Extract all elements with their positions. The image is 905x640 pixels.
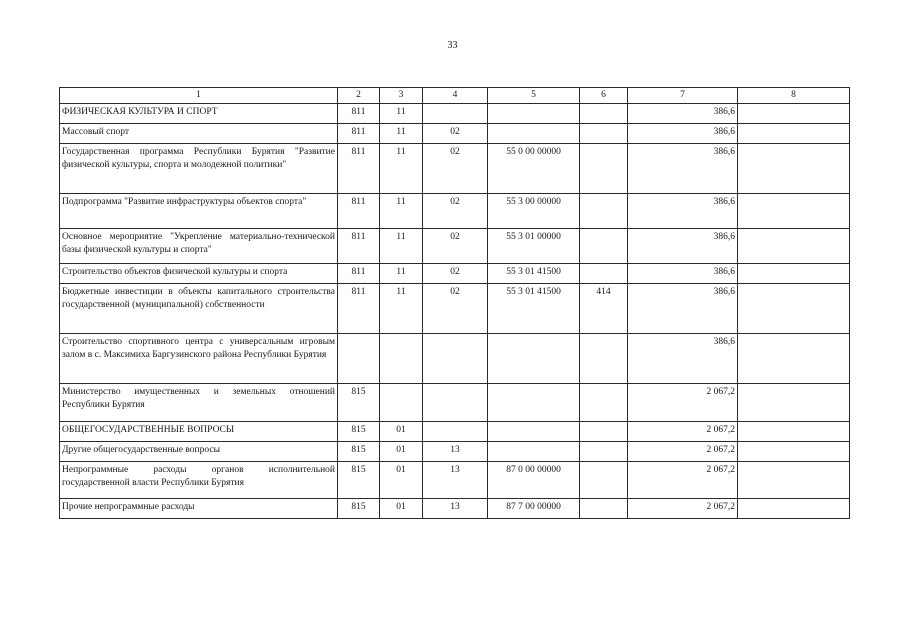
amount-cell: 386,6	[628, 194, 738, 229]
table-row	[60, 462, 850, 499]
item-name-cell: Строительство объектов физической культуры и спорта	[60, 264, 338, 284]
column-8-cell	[738, 499, 850, 519]
target-article-cell	[488, 422, 580, 442]
target-article-cell: 87 0 00 00000	[488, 462, 580, 499]
expense-type-cell	[580, 194, 628, 229]
column-8-cell	[738, 334, 850, 384]
amount-cell: 386,6	[628, 144, 738, 194]
page-number: 33	[447, 40, 458, 51]
expense-type-cell	[580, 264, 628, 284]
amount-cell: 386,6	[628, 284, 738, 334]
table-row	[60, 384, 850, 422]
column-header: 8	[738, 88, 850, 104]
subsection-code-cell: 02	[423, 194, 488, 229]
table-row	[60, 144, 850, 194]
column-header: 4	[423, 88, 488, 104]
column-8-cell	[738, 144, 850, 194]
target-article-cell: 55 3 00 00000	[488, 194, 580, 229]
column-8-cell	[738, 284, 850, 334]
item-name-cell: Основное мероприятие "Укрепление материально-технической базы физической культуры и спорта"	[60, 229, 338, 264]
target-article-cell	[488, 442, 580, 462]
item-name-cell: Другие общегосударственные вопросы	[60, 442, 338, 462]
table-body	[60, 104, 850, 519]
amount-cell: 2 067,2	[628, 499, 738, 519]
table-row	[60, 104, 850, 124]
target-article-cell: 87 7 00 00000	[488, 499, 580, 519]
column-8-cell	[738, 442, 850, 462]
target-article-cell: 55 3 01 00000	[488, 229, 580, 264]
budget-table	[59, 87, 850, 519]
ministry-code-cell: 811	[338, 194, 380, 229]
item-name-cell: ОБЩЕГОСУДАРСТВЕННЫЕ ВОПРОСЫ	[60, 422, 338, 442]
amount-cell: 386,6	[628, 229, 738, 264]
expense-type-cell	[580, 144, 628, 194]
table-row	[60, 422, 850, 442]
ministry-code-cell: 815	[338, 499, 380, 519]
column-header: 2	[338, 88, 380, 104]
section-code-cell: 01	[380, 462, 423, 499]
section-code-cell: 01	[380, 499, 423, 519]
column-8-cell	[738, 229, 850, 264]
target-article-cell	[488, 334, 580, 384]
target-article-cell	[488, 124, 580, 144]
item-name-cell: Министерство имущественных и земельных отношений Республики Бурятия	[60, 384, 338, 422]
expense-type-cell: 414	[580, 284, 628, 334]
item-name-cell: ФИЗИЧЕСКАЯ КУЛЬТУРА И СПОРТ	[60, 104, 338, 124]
column-header: 1	[60, 88, 338, 104]
section-code-cell: 11	[380, 124, 423, 144]
section-code-cell: 11	[380, 194, 423, 229]
section-code-cell: 01	[380, 442, 423, 462]
ministry-code-cell: 815	[338, 422, 380, 442]
subsection-code-cell	[423, 422, 488, 442]
ministry-code-cell: 815	[338, 442, 380, 462]
subsection-code-cell: 02	[423, 229, 488, 264]
section-code-cell: 01	[380, 422, 423, 442]
subsection-code-cell: 02	[423, 264, 488, 284]
header-row	[60, 88, 850, 104]
expense-type-cell	[580, 334, 628, 384]
amount-cell: 386,6	[628, 104, 738, 124]
amount-cell: 386,6	[628, 124, 738, 144]
target-article-cell	[488, 384, 580, 422]
section-code-cell: 11	[380, 144, 423, 194]
ministry-code-cell: 811	[338, 229, 380, 264]
item-name-cell: Непрограммные расходы органов исполнительной государственной власти Республики Бурятия	[60, 462, 338, 499]
target-article-cell: 55 0 00 00000	[488, 144, 580, 194]
amount-cell: 386,6	[628, 334, 738, 384]
ministry-code-cell: 811	[338, 264, 380, 284]
subsection-code-cell: 02	[423, 144, 488, 194]
expense-type-cell	[580, 442, 628, 462]
expense-type-cell	[580, 499, 628, 519]
target-article-cell	[488, 104, 580, 124]
column-header: 3	[380, 88, 423, 104]
table-row	[60, 499, 850, 519]
item-name-cell: Бюджетные инвестиции в объекты капитального строительства государственной (муниципальной) собственности	[60, 284, 338, 334]
table-row	[60, 442, 850, 462]
column-8-cell	[738, 422, 850, 442]
column-header: 6	[580, 88, 628, 104]
item-name-cell: Прочие непрограммные расходы	[60, 499, 338, 519]
section-code-cell: 11	[380, 264, 423, 284]
ministry-code-cell: 811	[338, 104, 380, 124]
column-header: 7	[628, 88, 738, 104]
ministry-code-cell: 811	[338, 284, 380, 334]
subsection-code-cell: 13	[423, 442, 488, 462]
table-row	[60, 334, 850, 384]
table-row	[60, 229, 850, 264]
subsection-code-cell: 13	[423, 499, 488, 519]
subsection-code-cell: 02	[423, 284, 488, 334]
subsection-code-cell	[423, 104, 488, 124]
column-8-cell	[738, 104, 850, 124]
ministry-code-cell: 815	[338, 384, 380, 422]
subsection-code-cell: 02	[423, 124, 488, 144]
section-code-cell: 11	[380, 229, 423, 264]
table-row	[60, 194, 850, 229]
section-code-cell	[380, 384, 423, 422]
table-row	[60, 284, 850, 334]
amount-cell: 386,6	[628, 264, 738, 284]
expense-type-cell	[580, 104, 628, 124]
expense-type-cell	[580, 384, 628, 422]
ministry-code-cell: 811	[338, 144, 380, 194]
ministry-code-cell	[338, 334, 380, 384]
expense-type-cell	[580, 229, 628, 264]
table-row	[60, 124, 850, 144]
item-name-cell: Массовый спорт	[60, 124, 338, 144]
amount-cell: 2 067,2	[628, 384, 738, 422]
item-name-cell: Строительство спортивного центра с универсальным игровым залом в с. Максимиха Баргузинского района Республики Бурятия	[60, 334, 338, 384]
expense-type-cell	[580, 462, 628, 499]
item-name-cell: Подпрограмма "Развитие инфраструктуры объектов спорта"	[60, 194, 338, 229]
ministry-code-cell: 815	[338, 462, 380, 499]
table-row	[60, 264, 850, 284]
target-article-cell: 55 3 01 41500	[488, 264, 580, 284]
column-header: 5	[488, 88, 580, 104]
section-code-cell	[380, 334, 423, 384]
expense-type-cell	[580, 124, 628, 144]
amount-cell: 2 067,2	[628, 442, 738, 462]
amount-cell: 2 067,2	[628, 462, 738, 499]
expense-type-cell	[580, 422, 628, 442]
item-name-cell: Государственная программа Республики Бурятия "Развитие физической культуры, спорта и молодежной политики"	[60, 144, 338, 194]
column-8-cell	[738, 194, 850, 229]
column-8-cell	[738, 124, 850, 144]
subsection-code-cell: 13	[423, 462, 488, 499]
ministry-code-cell: 811	[338, 124, 380, 144]
amount-cell: 2 067,2	[628, 422, 738, 442]
subsection-code-cell	[423, 384, 488, 422]
column-8-cell	[738, 384, 850, 422]
section-code-cell: 11	[380, 284, 423, 334]
column-8-cell	[738, 264, 850, 284]
column-8-cell	[738, 462, 850, 499]
section-code-cell: 11	[380, 104, 423, 124]
target-article-cell: 55 3 01 41500	[488, 284, 580, 334]
subsection-code-cell	[423, 334, 488, 384]
